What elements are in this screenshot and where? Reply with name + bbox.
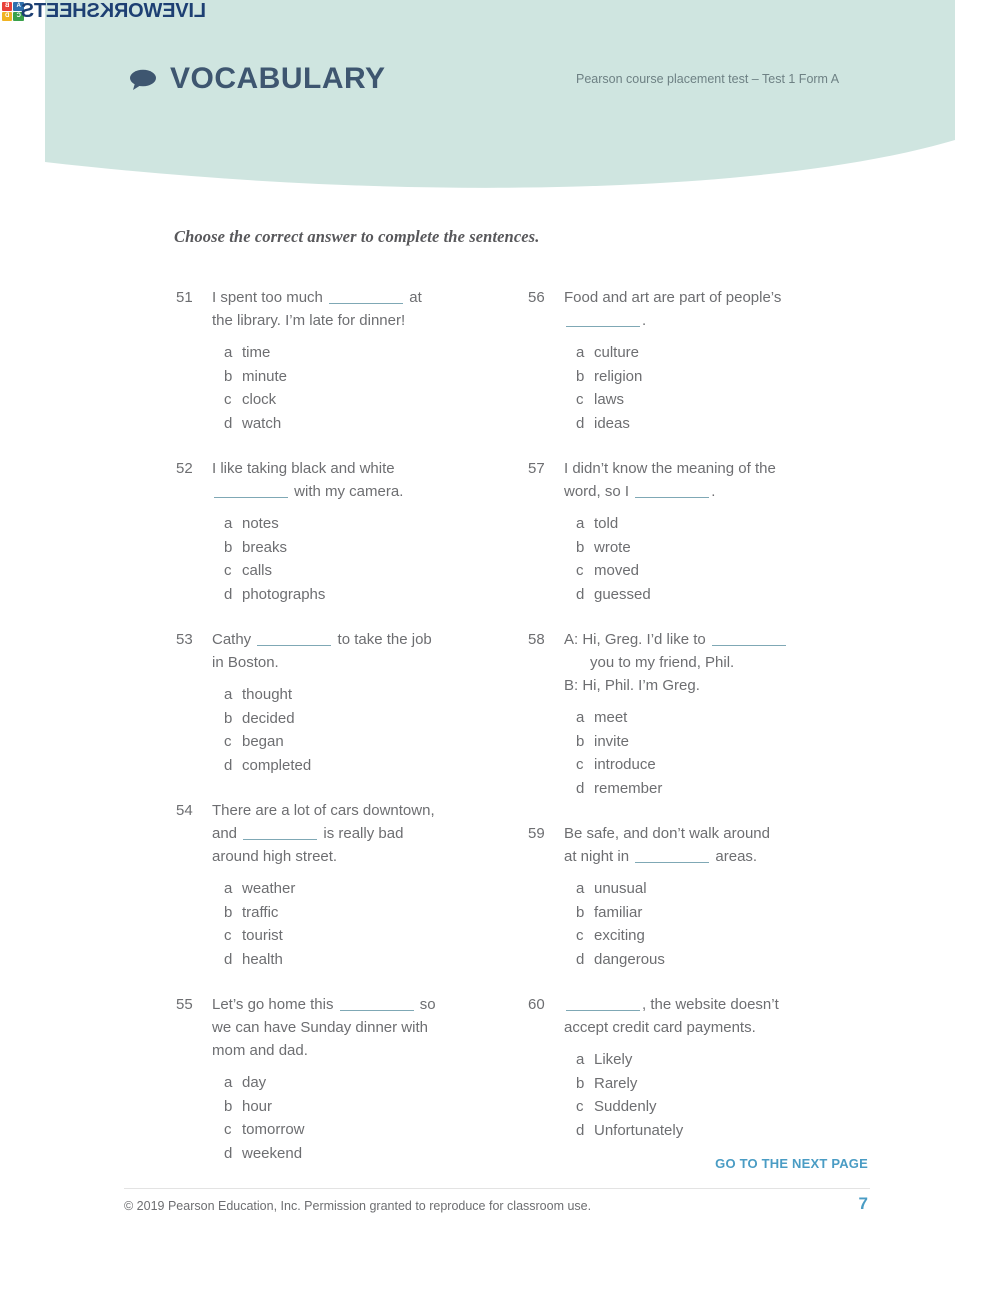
option-text: unusual (594, 880, 647, 897)
question-item (176, 799, 496, 971)
option-text: thought (242, 686, 293, 703)
question-column-left (176, 286, 496, 1187)
option-item[interactable] (564, 706, 858, 730)
option-item[interactable] (212, 536, 496, 560)
option-letter: c (224, 1121, 232, 1138)
option-list (564, 877, 858, 971)
option-letter: d (576, 950, 585, 968)
option-text: moved (594, 562, 640, 579)
question-item (528, 628, 858, 800)
question-item (176, 457, 496, 606)
option-item[interactable] (564, 1048, 858, 1072)
question-item (176, 993, 496, 1165)
question-body (212, 799, 496, 971)
question-stem: I like taking black and white with my camera. (212, 460, 404, 500)
option-letter: a (224, 344, 233, 361)
liveworksheets-logo[interactable] (0, 0, 1000, 22)
question-number: 56 (528, 289, 545, 306)
option-text: minute (242, 367, 288, 385)
option-letter: a (576, 880, 585, 897)
option-letter: c (224, 733, 232, 750)
option-letter: b (224, 903, 233, 921)
option-item[interactable] (212, 1071, 496, 1095)
option-text: wrote (594, 538, 631, 556)
option-letter: c (224, 562, 232, 579)
option-letter: c (576, 562, 584, 579)
option-item[interactable] (212, 1095, 496, 1119)
option-item[interactable] (212, 730, 496, 754)
logo-cell-c: C (14, 12, 25, 21)
option-text: traffic (242, 903, 279, 921)
question-body (564, 822, 858, 971)
option-letter: d (224, 1144, 233, 1162)
option-letter: b (576, 367, 585, 385)
copyright-text: © 2019 Pearson Education, Inc. Permission granted to reproduce for classroom use. (124, 1199, 592, 1213)
option-item[interactable] (212, 559, 496, 583)
option-text: time (242, 344, 271, 361)
option-text: breaks (242, 538, 288, 556)
option-text: familiar (594, 903, 643, 921)
option-text: calls (242, 562, 273, 579)
option-letter: a (224, 515, 233, 532)
option-text: tomorrow (242, 1121, 305, 1138)
answer-blank[interactable] (566, 312, 640, 327)
option-letter: d (576, 1121, 585, 1139)
option-text: exciting (594, 927, 645, 944)
option-text: Unfortunately (594, 1121, 684, 1139)
option-letter: b (224, 709, 233, 727)
option-letter: d (576, 585, 585, 603)
question-number: 60 (528, 996, 545, 1013)
logo-cell-d: D (2, 12, 13, 21)
option-text: introduce (594, 756, 656, 773)
option-letter: d (224, 414, 233, 432)
question-stem: Food and art are part of people’s . (564, 289, 782, 329)
option-item[interactable] (212, 1142, 496, 1166)
option-letter: a (576, 344, 585, 361)
option-item[interactable] (564, 536, 858, 560)
option-item[interactable] (564, 365, 858, 389)
option-item[interactable] (564, 777, 858, 801)
option-text: guessed (594, 585, 651, 603)
option-letter: b (576, 538, 585, 556)
logo-wordmark: LIVEWORKSHEETS (21, 0, 206, 22)
question-stem: I didn’t know the meaning of the word, so I . (564, 460, 776, 500)
option-text: laws (594, 391, 625, 408)
option-list (212, 341, 496, 435)
option-text: remember (594, 779, 663, 797)
question-stem: There are a lot of cars downtown, and is really bad around high street. (212, 802, 435, 865)
option-item[interactable] (212, 707, 496, 731)
option-letter: d (576, 414, 585, 432)
question-item (528, 993, 858, 1142)
option-item[interactable] (564, 730, 858, 754)
answer-blank[interactable] (257, 631, 331, 646)
speech-bubble-icon (130, 69, 156, 90)
option-text: health (242, 950, 283, 968)
option-letter: c (576, 927, 584, 944)
option-list (564, 341, 858, 435)
option-item[interactable] (564, 1119, 858, 1143)
question-column-right (528, 286, 858, 1164)
question-body (212, 993, 496, 1165)
option-text: weather (242, 880, 296, 897)
question-number: 59 (528, 825, 545, 842)
question-body (212, 628, 496, 777)
option-item[interactable] (564, 412, 858, 436)
question-number: 58 (528, 631, 545, 648)
option-letter: a (576, 1051, 585, 1068)
option-item[interactable] (212, 924, 496, 948)
option-letter: c (576, 1098, 584, 1115)
question-number: 53 (176, 631, 193, 648)
option-item[interactable] (212, 877, 496, 901)
option-text: meet (594, 709, 628, 726)
option-text: told (594, 515, 619, 532)
option-text: watch (242, 414, 282, 432)
question-stem: , the website doesn’t accept credit card payments. (564, 996, 779, 1036)
question-number: 51 (176, 289, 193, 306)
option-text: hour (242, 1097, 273, 1115)
option-letter: d (224, 950, 233, 968)
option-item[interactable] (212, 583, 496, 607)
option-text: invite (594, 732, 630, 750)
option-letter: d (224, 756, 233, 774)
option-item[interactable] (212, 1118, 496, 1142)
option-item[interactable] (212, 341, 496, 365)
question-number: 57 (528, 460, 545, 477)
option-letter: a (576, 709, 585, 726)
option-item[interactable] (212, 365, 496, 389)
question-stem: I spent too much at the library. I’m late for dinner! (212, 289, 422, 329)
question-stem: Let’s go home this so we can have Sunday dinner with mom and dad. (212, 996, 436, 1059)
option-item[interactable] (212, 512, 496, 536)
option-letter: b (224, 367, 233, 385)
option-item[interactable] (564, 924, 858, 948)
option-item[interactable] (212, 683, 496, 707)
option-item[interactable] (212, 948, 496, 972)
answer-blank[interactable] (243, 825, 317, 840)
option-text: day (242, 1074, 267, 1091)
option-text: Rarely (594, 1074, 638, 1092)
answer-blank[interactable] (712, 631, 786, 646)
option-text: began (242, 733, 284, 750)
option-list (564, 706, 858, 800)
question-stem: Cathy to take the job in Boston. (212, 631, 432, 671)
option-text: completed (242, 756, 312, 774)
question-stem: Be safe, and don’t walk around at night in areas. (564, 825, 770, 865)
question-item (528, 457, 858, 606)
option-text: dangerous (594, 950, 665, 968)
option-letter: b (224, 1097, 233, 1115)
header-title-group (130, 62, 386, 96)
option-letter: c (224, 391, 232, 408)
option-item[interactable] (564, 583, 858, 607)
question-body (212, 286, 496, 435)
option-text: ideas (594, 414, 630, 432)
option-text: culture (594, 344, 640, 361)
page-number: 7 (858, 1194, 868, 1213)
option-text: notes (242, 515, 279, 532)
go-to-next-page-label[interactable]: GO TO THE NEXT PAGE (715, 1156, 868, 1171)
option-letter: a (224, 1074, 233, 1091)
option-text: decided (242, 709, 295, 727)
question-item (176, 286, 496, 435)
question-item (528, 822, 858, 971)
answer-blank[interactable] (340, 996, 414, 1011)
option-item[interactable] (564, 559, 858, 583)
option-letter: a (576, 515, 585, 532)
option-letter: b (576, 732, 585, 750)
answer-blank[interactable] (214, 483, 288, 498)
option-item[interactable] (212, 754, 496, 778)
option-letter: a (224, 880, 233, 897)
option-text: photographs (242, 585, 326, 603)
header-band (0, 0, 1000, 200)
option-item[interactable] (212, 901, 496, 925)
option-letter: c (576, 756, 584, 773)
test-subtitle: Pearson course placement test – Test 1 Form A (576, 72, 840, 86)
page-title: VOCABULARY (170, 62, 386, 95)
question-body (564, 286, 858, 435)
option-list (212, 1071, 496, 1165)
question-body (564, 457, 858, 606)
option-item[interactable] (564, 512, 858, 536)
option-list (212, 877, 496, 971)
instruction-text: Choose the correct answer to complete the sentences. (174, 227, 540, 246)
option-item[interactable] (564, 341, 858, 365)
option-letter: d (224, 585, 233, 603)
option-item[interactable] (564, 1072, 858, 1096)
option-list (212, 683, 496, 777)
question-stem: A: Hi, Greg. I’d like to you to my friend, Phil. B: Hi, Phil. I’m Greg. (564, 628, 858, 697)
logo-cell-b: B (2, 2, 13, 11)
option-letter: c (576, 391, 584, 408)
question-number: 54 (176, 802, 193, 819)
option-item[interactable] (564, 1095, 858, 1119)
question-body (564, 993, 858, 1142)
option-text: Likely (594, 1051, 633, 1068)
option-item[interactable] (564, 948, 858, 972)
answer-blank[interactable] (635, 848, 709, 863)
footer-divider (124, 1188, 870, 1189)
question-number: 55 (176, 996, 193, 1013)
option-text: tourist (242, 927, 283, 944)
option-text: religion (594, 367, 643, 385)
option-letter: b (576, 1074, 585, 1092)
question-body (212, 457, 496, 606)
option-list (564, 512, 858, 606)
logo-cell-a: A (14, 2, 25, 11)
option-text: Suddenly (594, 1098, 657, 1115)
answer-blank[interactable] (635, 483, 709, 498)
option-item[interactable] (564, 901, 858, 925)
option-list (212, 512, 496, 606)
option-list (564, 1048, 858, 1142)
option-item[interactable] (212, 388, 496, 412)
option-item[interactable] (564, 877, 858, 901)
question-item (528, 286, 858, 435)
answer-blank[interactable] (566, 996, 640, 1011)
question-number: 52 (176, 460, 193, 477)
option-letter: c (224, 927, 232, 944)
option-letter: b (576, 903, 585, 921)
option-letter: b (224, 538, 233, 556)
option-text: weekend (242, 1144, 303, 1162)
option-letter: d (576, 779, 585, 797)
option-letter: a (224, 686, 233, 703)
option-item[interactable] (212, 412, 496, 436)
answer-blank[interactable] (329, 289, 403, 304)
option-text: clock (242, 391, 277, 408)
question-item (176, 628, 496, 777)
option-item[interactable] (564, 753, 858, 777)
option-item[interactable] (564, 388, 858, 412)
question-body (564, 628, 858, 800)
